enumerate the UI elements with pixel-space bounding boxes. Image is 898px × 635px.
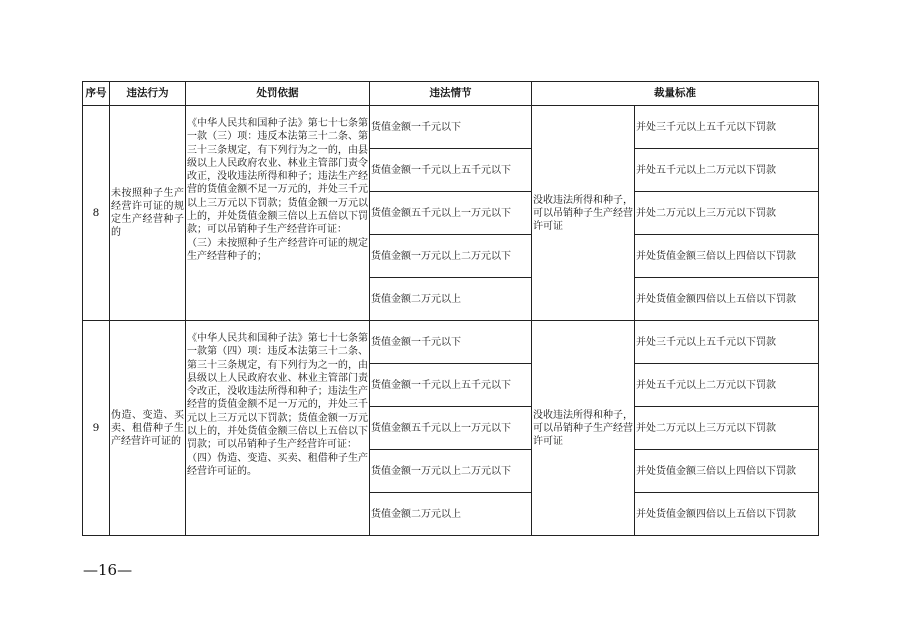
situation-cell: 货值金额二万元以上: [370, 278, 532, 321]
basis-text: 《中华人民共和国种子法》第七十七条第一款第（四）项：违反本法第三十二条、第三十三条规定，有下列行为之一的，由县级以上人民政府农业、林业主管部门责令改正，没收违法所得和种子；违法生产经营的货值金额不足一万元的，并处三千元以上三万元以下罚款；货值金额一万元以上的，并处货值金额三倍以上五倍以下罚款；可以吊销种子生产经营许可证：: [187, 333, 368, 451]
penalty-cell: 并处货值金额三倍以上四倍以下罚款: [635, 235, 819, 278]
penalty-cell: 并处二万元以上三万元以下罚款: [635, 407, 819, 450]
penalty-cell: 并处货值金额四倍以上五倍以下罚款: [635, 493, 819, 536]
confiscation-cell: 没收违法所得和种子，可以吊销种子生产经营许可证: [532, 106, 635, 321]
violation-text: 未按照种子生产经营许可证的规定生产经营种子的: [110, 106, 186, 321]
situation-cell: 货值金额二万元以上: [370, 493, 532, 536]
penalty-cell: 并处五千元以上二万元以下罚款: [635, 364, 819, 407]
basis-text: 《中华人民共和国种子法》第七十七条第一款（三）项：违反本法第三十二条、第三十三条规定，有下列行为之一的，由县级以上人民政府农业、林业主管部门责令改正，没收违法所得和种子；违法生产经营的货值金额不足一万元的，并处三千元以上三万元以下罚款；货值金额一万元以上的，并处货值金额三倍以上五倍以下罚款；可以吊销种子生产经营许可证：: [187, 118, 368, 236]
violation-text: 伪造、变造、买卖、租借种子生产经营许可证的: [110, 321, 186, 536]
penalty-cell: 并处五千元以上二万元以下罚款: [635, 149, 819, 192]
situation-cell: 货值金额一千元以下: [370, 106, 532, 149]
header-violation: 违法行为: [110, 82, 186, 106]
basis-cell: [186, 321, 370, 536]
header-serial: 序号: [83, 82, 110, 106]
situation-cell: 货值金额五千元以上一万元以下: [370, 407, 532, 450]
basis-item: （三）未按照种子生产经营许可证的规定生产经营种子的；: [187, 237, 368, 262]
situation-cell: 货值金额一万元以上二万元以下: [370, 235, 532, 278]
penalty-cell: 并处货值金额三倍以上四倍以下罚款: [635, 450, 819, 493]
penalty-cell: 并处三千元以上五千元以下罚款: [635, 321, 819, 364]
penalty-table: [82, 81, 819, 536]
header-row: [83, 82, 819, 106]
serial-number: 8: [83, 106, 110, 321]
page-number: —16—: [83, 561, 133, 579]
penalty-cell: 并处三千元以上五千元以下罚款: [635, 106, 819, 149]
table-row: [83, 106, 819, 149]
header-standard: 裁量标准: [532, 82, 819, 106]
header-basis: 处罚依据: [186, 82, 370, 106]
situation-cell: 货值金额一千元以下: [370, 321, 532, 364]
situation-cell: 货值金额一万元以上二万元以下: [370, 450, 532, 493]
situation-cell: 货值金额一千元以上五千元以下: [370, 364, 532, 407]
penalty-cell: 并处货值金额四倍以上五倍以下罚款: [635, 278, 819, 321]
table-row: [83, 321, 819, 364]
basis-item: （四）伪造、变造、买卖、租借种子生产经营许可证的。: [187, 452, 368, 477]
basis-cell: [186, 106, 370, 321]
confiscation-cell: 没收违法所得和种子，可以吊销种子生产经营许可证: [532, 321, 635, 536]
situation-cell: 货值金额五千元以上一万元以下: [370, 192, 532, 235]
penalty-cell: 并处二万元以上三万元以下罚款: [635, 192, 819, 235]
header-situation: 违法情节: [370, 82, 532, 106]
serial-number: 9: [83, 321, 110, 536]
situation-cell: 货值金额一千元以上五千元以下: [370, 149, 532, 192]
